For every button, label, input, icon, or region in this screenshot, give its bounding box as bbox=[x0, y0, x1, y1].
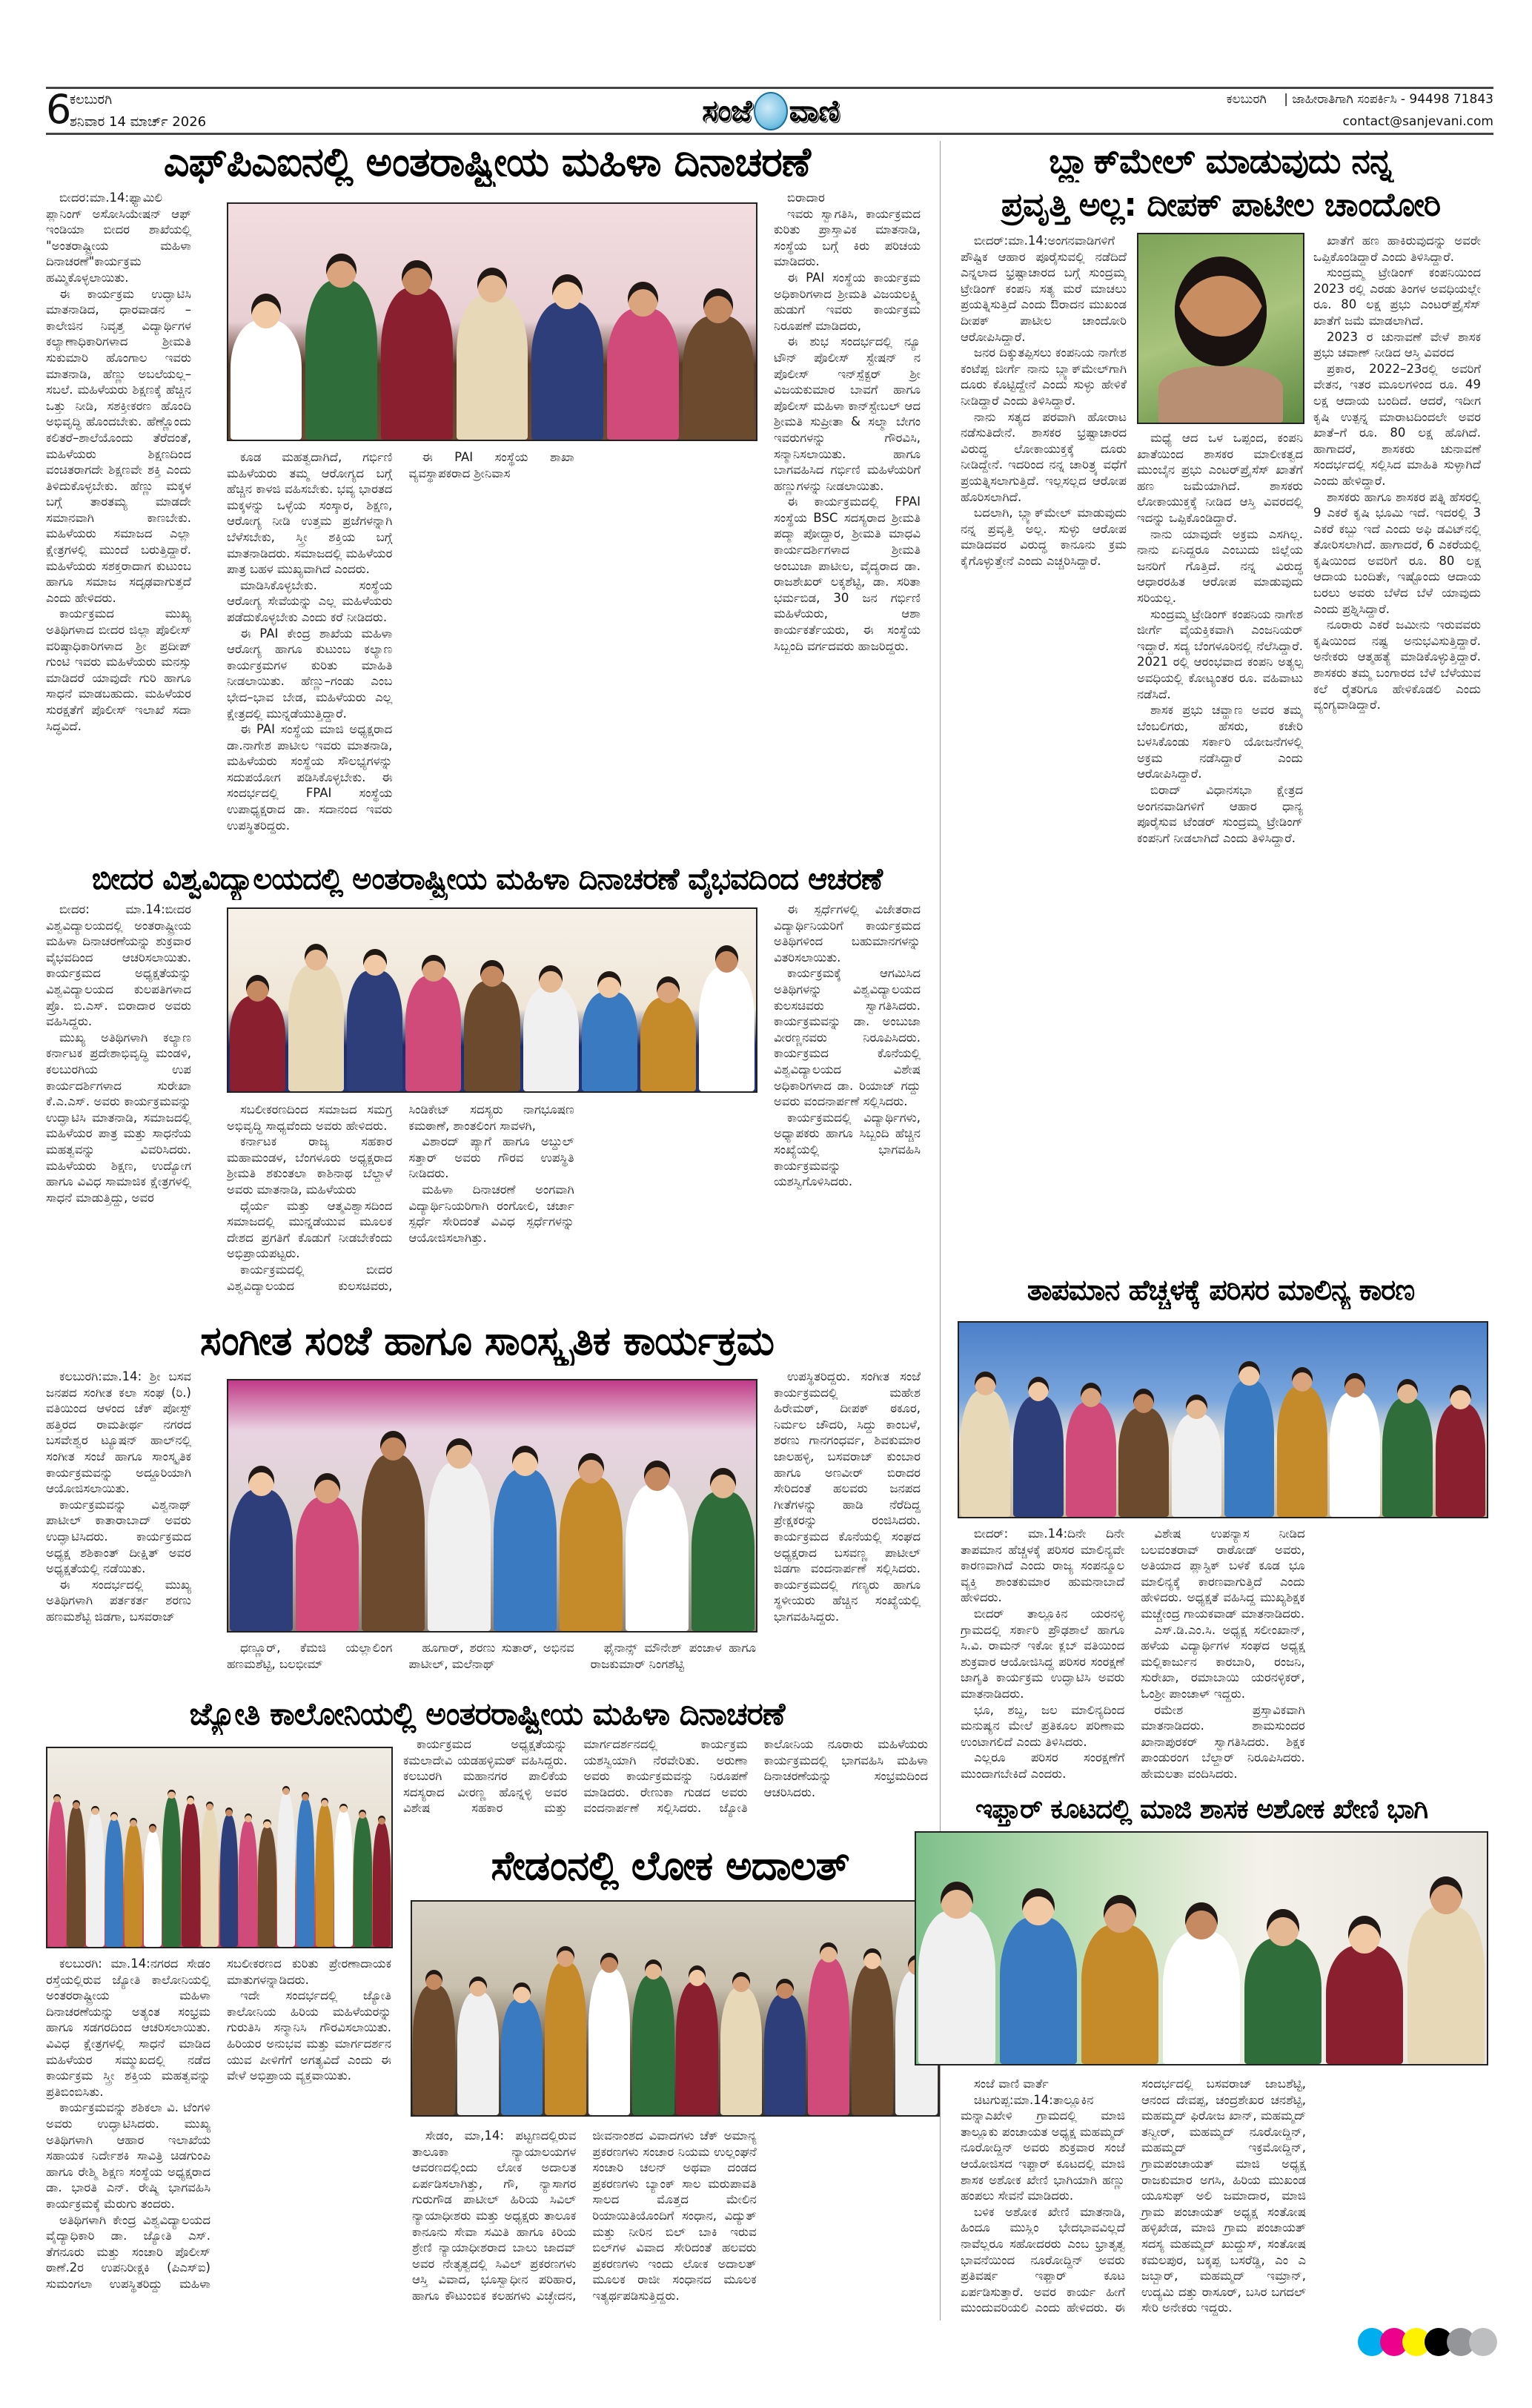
person-figure bbox=[316, 1798, 334, 1947]
paragraph: ಭೂ, ಶಬ್ದ, ಜಲ ಮಾಲಿನ್ಯದಿಂದ ಮನುಷ್ಯನ ಮೇಲೆ ಪ್ರತಿಕೂಲ ಪರಿಣಾಮ ಉಂಟಾಗಲಿದೆ ಎಂದು ತಿಳಿಸಿದರು. bbox=[961, 1702, 1125, 1749]
person-figure bbox=[239, 1813, 256, 1947]
paragraph: ಬೀದರ್:ಮಾ.14:ಅಂಗನವಾಡಿಗಳಿಗೆ ಪೌಷ್ಟಿಕ ಆಹಾರ ಪೂರೈಸುವಲ್ಲಿ ನಡೆದಿದೆ ಎನ್ನಲಾದ ಭ್ರಷ್ಟಾಚಾರದ ಬಗ್ಗೆ ಸುಂದ್ರಮ್ಮ ಟ್ರೇಡಿಂಗ್ ಕಂಪನಿ ಸತ್ಯ ಮರೆ ಮಾಚಲು ಪ್ರಯತ್ನಿಸುತ್ತಿದೆ ಎಂದು ಔರಾದನ ಮುಖಂಡ ದೀಪಕ್ ಪಾಟೀಲ ಚಾಂದೋರಿ ಆರೋಪಿಸಿದ್ದಾರೆ. bbox=[961, 234, 1127, 344]
headline-temperature: ತಾಪಮಾನ ಹೆಚ್ಚಳಕ್ಕೆ ಪರಿಸರ ಮಾಲಿನ್ಯ ಕಾರಣ bbox=[1027, 1274, 1415, 1306]
person-figure bbox=[1407, 1876, 1485, 2064]
fpai-event-photo bbox=[227, 202, 757, 441]
paragraph: ಬದಲಾಗಿ, ಬ್ಲ್ಯಾಕ್‌ಮೇಲ್ ಮಾಡುವುದು ನನ್ನ ಪ್ರವೃತ್ತಿ ಅಲ್ಲ. ಸುಳ್ಳು ಆರೋಪ ಮಾಡಿದವರ ವಿರುದ್ಧ ಕಾನೂನು ಕ್ರಮ ಕೈಗೊಳ್ಳುತ್ತೇನೆ ಎಂದು ಎಚ್ಚರಿಸಿದ್ದಾರೆ. bbox=[961, 506, 1127, 568]
person-figure bbox=[699, 945, 755, 1091]
person-figure bbox=[588, 1953, 630, 2115]
deepak-body-col1 bbox=[961, 233, 1127, 1263]
person-figure bbox=[560, 1453, 623, 1631]
person-figure bbox=[405, 955, 461, 1092]
paragraph: ಈ PAI ಸಂಸ್ಥೆಯ ಕಾರ್ಯಕ್ರಮ ಅಧಿಕಾರಿಗಳಾದ ಶ್ರೀಮತಿ ವಿಜಯಲಕ್ಷ್ಮಿ ಹುಡುಗೆ ಇವರು ಕಾರ್ಯಕ್ರಮ ನಿರೂಪಣೆ ಮಾಡಿದರು, bbox=[774, 270, 921, 333]
paragraph: ಬಳಿಕ ಅಶೋಕ ಖೇಣಿ ಮಾತನಾಡಿ, ಹಿಂದೂ ಮುಸ್ಲಿಂ ಭೇದಭಾವವಿಲ್ಲದೆ ನಾವೆಲ್ಲರೂ ಸಹೋದರರು ಎಂಬ ಭ್ರಾತೃತ್ವ ಭಾವನೆಯಿಂದ ನೂರೋದ್ದಿನ್ ಅವರು ಪ್ರತಿವರ್ಷ ಇಫ್ತಾರ್ ಕೂಟ ಏರ್ಪಡಿಸುತ್ತಾರೆ. ಅವರ ಕಾರ್ಯ ಹೀಗೆ ಮುಂದುವರಿಯಲಿ ಎಂದು ಹೇಳಿದರು. ಈ ಸಂದರ್ಭದಲ್ಲಿ ಬಸವರಾಜ್ ಜಾಬಶೆಟ್ಟಿ, ಆನಂದ ದೇವಪ್ಪ, ಚಂದ್ರಶೇಖರ ಚನಶೆಟ್ಟಿ, ಮಹಮ್ಮದ್ ಫಿರೋಜ ಖಾನ್, ಮಹಮ್ಮದ್ ತನ್ವೀರ್, ಮಹಮ್ಮದ್ ನೂರೋದ್ದಿನ್, ಮಹಮ್ಮದ್ ಇಕ್ರಮೋದ್ದಿನ್, ಗ್ರಾಮಪಂಚಾಯತ್ ಮಾಜಿ ಅಧ್ಯಕ್ಷ ರಾಜಕುಮಾರ ಅಗಸಿ, ಹಿರಿಯ ಮುಖಂಡ ಯೂಸುಫ್ ಅಲಿ ಜಮಾದಾರ, ಮಾಜಿ ಗ್ರಾಮ ಪಂಚಾಯತ್ ಅಧ್ಯಕ್ಷ ಸಂತೋಷ ಹಳ್ಳಿಖೇಡ, ಮಾಜಿ ಗ್ರಾಮ ಪಂಚಾಯತ್ ಸದಸ್ಯ ಮಹಮ್ಮದ್ ಖುದ್ದುಸ್, ಸಂತೋಷ ಕಮಲಪುರ, ಬಕ್ಕಪ್ಪ ಬಸರೆಡ್ಡಿ, ಎಂ ಎ ಜಬ್ಬಾರ್, ಮಹಮ್ಮದ್ ಇಮ್ರಾನ್, ಉದ್ಯಮಿ ದತ್ತು ರಾಸೂರ್, ಬಸಿರ ಬಗದಲ್ ಸೇರಿ ಅನೇಕರು ಇದ್ದರು. bbox=[961, 2077, 1306, 2315]
music-event-photo bbox=[227, 1379, 757, 1633]
logo-globe-icon bbox=[754, 92, 788, 130]
fpai-body-left bbox=[46, 190, 191, 847]
paragraph: ಧೈರ್ಯ ಮತ್ತು ಆತ್ಮವಿಶ್ವಾಸದಿಂದ ಸಮಾಜದಲ್ಲಿ ಮುನ್ನಡೆಯುವ ಮೂಲಕ ದೇಶದ ಪ್ರಗತಿಗೆ ಕೊಡುಗೆ ನೀಡಬೇಕೆಂದು ಅಭಿಪ್ರಾಯಪಟ್ಟರು. bbox=[227, 1198, 393, 1261]
paragraph: ಜನರ ದಿಕ್ಕುತಪ್ಪಿಸಲು ಕಂಪನಿಯ ನಾಗೇಶ ಕಂಟೆಪ್ಪ ಜೀರ್ಗೆ ನಾನು ಬ್ಲ್ಯಾಕ್‌ಮೇಲ್‌ಗಾಗಿ ದೂರು ಕೊಟ್ಟಿದ್ದೇನೆ ಎಂದು ಸುಳ್ಳು ಹೇಳಿಕೆ ನೀಡಿದ್ದಾರೆ ಎಂದು ತಿಳಿಸಿದ್ದಾರೆ. bbox=[961, 345, 1127, 408]
person-figure bbox=[162, 1790, 180, 1947]
person-figure bbox=[277, 1786, 295, 1947]
person-figure bbox=[201, 1802, 219, 1947]
masthead-date: ಶನಿವಾರ 14 ಮಾರ್ಚ್ 2026 bbox=[70, 114, 207, 130]
person-figure bbox=[413, 1970, 454, 2115]
masthead-right-contact bbox=[1227, 92, 1493, 107]
paragraph: ಅತಿಥಿಗಳಾಗಿ ಕೇಂದ್ರ ವಿಶ್ವವಿದ್ಯಾಲಯದ ವೈದ್ಯಾಧಿಕಾರಿ ಡಾ. ಜ್ಯೋತಿ ಎಸ್. ತೆಗನೂರು ಮತ್ತು ಸಂಚಾರಿ ಪೊಲೀಸ್ ಠಾಣೆ.2ರ ಉಪನಿರೀಕ್ಷಕಿ (ಪಿಎಸ್‌ಐ) ಸುಮಂಗಲಾ ಉಪಸ್ಥಿತರಿದ್ದು ಮಹಿಳಾ ಸಬಲೀಕರಣದ ಕುರಿತು ಪ್ರೇರಣಾದಾಯಕ ಮಾತುಗಳನ್ನಾಡಿದರು. bbox=[46, 1956, 391, 2291]
headline-music: ಸಂಗೀತ ಸಂಜೆ ಹಾಗೂ ಸಾಂಸ್ಕೃತಿಕ ಕಾರ್ಯಕ್ರಮ bbox=[200, 1317, 774, 1364]
person-figure bbox=[494, 1446, 557, 1631]
iftar-body bbox=[961, 2076, 1487, 2319]
headline-deepak-line2: ಪ್ರವೃತ್ತಿ ಅಲ್ಲ: ದೀಪಕ್ ಪಾಟೀಲ ಚಾಂದೋರಿ bbox=[1001, 186, 1441, 224]
paragraph: ವಿಶೇಷ ಉಪನ್ಯಾಸ ನೀಡಿದ ಬಲವಂತರಾವ್ ರಾಠೋಡ್ ಅವರು, ಅತಿಯಾದ ಪ್ಲಾಸ್ಟಿಕ್ ಬಳಕೆ ಕೂಡ ಭೂ ಮಾಲಿನ್ಯಕ್ಕೆ ಕಾರಣವಾಗುತ್ತಿದೆ ಎಂದು ಹೇಳಿದರು. ಅಧ್ಯಕ್ಷತೆ ವಹಿಸಿದ್ದ ಮುಖ್ಯಶಿಕ್ಷಕ ಮಚ್ಚೇಂದ್ರ ಗಾಯಕವಾಡ್ ಮಾತನಾಡಿದರು. bbox=[1141, 1526, 1305, 1621]
paragraph: 2023 ರ ಚುನಾವಣೆ ವೇಳೆ ಶಾಸಕ ಪ್ರಭು ಚವಾಣ್ ನೀಡಿದ ಆಸ್ತಿ ವಿವರದ bbox=[1313, 329, 1481, 360]
person-figure bbox=[720, 1972, 762, 2115]
paragraph: ಕಲಬುರಗಿ:ಮಾ.14: ಶ್ರೀ ಬಸವ ಜನಪದ ಸಂಗೀತ ಕಲಾ ಸಂಘ (ರಿ.) ವತಿಯಿಂದ ಆಳಂದ ಚೆಕ್ ಪೋಸ್ಟ್ ಹತ್ತಿರದ ರಾಮತೀರ್ಥ ನಗರದ ಬಸವೇಶ್ವರ ಟ್ಯೂಷನ್ ಹಾಲ್‌ನಲ್ಲಿ ಸಂಗೀತ ಸಂಜೆ ಹಾಗೂ ಸಾಂಸ್ಕೃತಿಕ ಕಾರ್ಯಕ್ರಮವನ್ನು ಅದ್ದೂರಿಯಾಗಿ ಆಯೋಜಿಸಲಾಯಿತು. bbox=[46, 1369, 191, 1496]
fpai-body-right bbox=[774, 190, 921, 847]
paragraph: ಪ್ರಕಾರ, 2022–23ರಲ್ಲಿ ಅವರಿಗೆ ವೇತನ, ಇತರ ಮೂಲಗಳಿಂದ ರೂ. 49 ಲಕ್ಷ ಆದಾಯ ಬಂದಿದೆ. ಆದರೆ, ಇದೀಗ ಕೃಷಿ ಉತ್ಪನ್ನ ಮಾರಾಟದಿಂದಲೇ ಅವರ ಖಾತೆ–ಗೆ ರೂ. 80 ಲಕ್ಷ ಹೊಗಿದೆ. ಹಾಗಾದರೆ, ಶಾಸಕರು ಚುನಾವಣೆ ಸಂದರ್ಭದಲ್ಲಿ ಸಲ್ಲಿಸಿದ ಮಾಹಿತಿ ಸುಳ್ಳಾಗಿದೆ ಎಂದು ಹೇಳಿದ್ದಾರೆ. bbox=[1313, 361, 1481, 488]
paragraph: ಫೈನಾನ್ಸ್ ಮೌನೇಶ್ ಪಂಚಾಳ ಹಾಗೂ ರಾಜಕುಮಾರ್ ನಿಂಗಶೆಟ್ಟಿ bbox=[590, 1641, 756, 1671]
masthead-city: ಕಲಬುರಗಿ bbox=[70, 92, 113, 108]
person-figure bbox=[231, 294, 302, 440]
paragraph: ಮಾಡಿಸಿಕೊಳ್ಳಬೇಕು. ಸಂಸ್ಥೆಯ ಆರೋಗ್ಯ ಸೇವೆಯನ್ನು ಎಲ್ಲ ಮಹಿಳೆಯರು ಪಡೆದುಕೊಳ್ಳಬೇಕು ಎಂದು ಕರೆ ನೀಡಿದರು. bbox=[227, 578, 393, 624]
page-number: 6 bbox=[46, 86, 72, 133]
paragraph: ಕಾರ್ಯಕ್ರಮವನ್ನು ಶಶಿಕಲಾ ವಿ. ಟೆಂಗಳಿ ಅವರು ಉದ್ಘಾಟಿಸಿದರು. ಮುಖ್ಯ ಅತಿಥಿಗಳಾಗಿ ಆಹಾರ ಇಲಾಖೆಯ ಸಹಾಯಕ ನಿರ್ದೇಶಕಿ ಸಾವಿತ್ರಿ ಚಿಡಗುಂಪಿ ಹಾಗೂ ರೇಶ್ಮಿ ಶಿಕ್ಷಣ ಸಂಸ್ಥೆಯ ಅಧ್ಯಕ್ಷರಾದ ಡಾ. ಭಾರತಿ ಎನ್. ರೇಷ್ಮಿ ಭಾಗವಹಿಸಿ ಕಾರ್ಯಕ್ರಮಕ್ಕೆ ಮೆರುಗು ತಂದರು. bbox=[46, 2100, 210, 2211]
person-figure bbox=[305, 254, 377, 440]
person-figure bbox=[347, 949, 402, 1091]
person-figure bbox=[334, 1804, 352, 1947]
paragraph: ಬೀದರ:ಮಾ.14:ಫ್ಯಾಮಿಲಿ ಪ್ಲಾನಿಂಗ್ ಅಸೋಸಿಯೇಷನ್ ಆಫ್ ಇಂಡಿಯಾ ಬೀದರ ಶಾಖೆಯಲ್ಲಿ "ಅಂತರಾಷ್ಟ್ರೀಯ ಮಹಿಳಾ ದಿನಾಚರಣೆ"ಕಾರ್ಯಕ್ರಮ ಹಮ್ಮಿಕೊಳ್ಳಲಾಯಿತು. bbox=[46, 191, 191, 285]
person-figure bbox=[288, 944, 344, 1091]
paragraph: ಈ ಕಾರ್ಯಕ್ರಮ ಉದ್ಘಾಟಿಸಿ ಮಾತನಾಡಿದ, ಧಾರವಾಡನ – ಕಾಲೇಜಿನ ನಿವೃತ್ತ ವಿದ್ಯಾರ್ಥಿಗಳ ಕಲ್ಯಾಣಾಧಿಕಾರಿಗಳಾದ ಶ್ರೀಮತಿ ಸುಕುಮಾರಿ ಹೊಂಗಾಲ ಇವರು ಮಾತನಾಡಿ, ಹೆಣ್ಣು ಅಬಲೆಯಲ್ಲ– ಸಬಲೆ. ಮಹಿಳೆಯರು ಶಿಕ್ಷಣಕ್ಕೆ ಹೆಚ್ಚಿನ ಒತ್ತು ನೀಡಿ, ಸಶಕ್ತೀಕರಣ ಹೊಂದಿ ಅಭಿವೃದ್ಧಿ ಹೊಂದಬೇಕು. ಹೆಣ್ಣೊಂದು ಕಲಿತರೆ–ಶಾಲೆಯೊಂದು ತೆರೆದಂತೆ, ಮಹಿಳೆಯರು ಶಿಕ್ಷಣದಿಂದ ವಂಚಿತರಾಗದೇ ಶಿಕ್ಷಣವೇ ಶಕ್ತಿ ಎಂದು ತಿಳಿದುಕೊಳ್ಳಬೇಕು. ಹೆಣ್ಣು ಮಕ್ಕಳ ಬಗ್ಗೆ ತಾರತಮ್ಯ ಮಾಡದೇ ಸಮಾನವಾಗಿ ಕಾಣಬೇಕು. ಮಹಿಳೆಯರು ಸಮಾಜದ ಎಲ್ಲಾ ಕ್ಷೇತ್ರಗಳಲ್ಲಿ ಮುಂದೆ ಬರುತ್ತಿದ್ದಾರೆ. ಮಹಿಳೆಯರು ಸಶಕ್ತರಾದಾಗ ಕುಟುಂಬ ಹಾಗೂ ಸಮಾಜ ಸದೃಢವಾಗುತ್ತದೆ ಎಂದು ಹೇಳಿದರು. bbox=[46, 286, 191, 605]
person-figure bbox=[457, 1977, 499, 2115]
paragraph: ಮುಖ್ಯ ಅತಿಥಿಗಳಾಗಿ ಕಲ್ಯಾಣ ಕರ್ನಾಟಕ ಪ್ರದೇಶಾಭಿವೃದ್ಧಿ ಮಂಡಳಿ, ಕಲಬುರಗಿಯ ಉಪ ಕಾರ್ಯದರ್ಶಿಗಳಾದ ಸುರೇಖಾ ಕೆ.ಎ.ಎಸ್. ಅವರು ಕಾರ್ಯಕ್ರಮವನ್ನು ಉದ್ಘಾಟಿಸಿ ಮಾತನಾಡಿ, ಸಮಾಜದಲ್ಲಿ ಮಹಿಳೆಯರ ಪಾತ್ರ ಮತ್ತು ಸಾಧನೆಯ ಮಹತ್ವವನ್ನು ವಿವರಿಸಿದರು. ಮಹಿಳೆಯರು ಶಿಕ್ಷಣ, ಉದ್ಯೋಗ ಹಾಗೂ ವಿವಿಧ ಸಾಮಾಜಿಕ ಕ್ಷೇತ್ರಗಳಲ್ಲಿ ಸಾಧನೆ ಮಾಡುತ್ತಿದ್ದು, ಅವರ bbox=[46, 1030, 191, 1205]
person-figure bbox=[67, 1800, 84, 1947]
paragraph: ನೂರಾರು ಎಕರೆ ಜಮೀನು ಇರುವವರು ಕೃಷಿಯಿಂದ ನಷ್ಟ ಅನುಭವಿಸುತ್ತಿದ್ದಾರೆ. ಅನೇಕರು ಆತ್ಮಹತ್ಯೆ ಮಾಡಿಕೊಳ್ಳುತ್ತಿದ್ದಾರೆ. ಶಾಸಕರು ತಮ್ಮ ಬಂಗಾರದ ಬೆಳೆ ಬೆಳೆಯುವ ಕಲೆ ರೈತರಿಗೂ ಹೇಳಿಕೊಡಲಿ ಎಂದು ವ್ಯಂಗ್ಯವಾಡಿದ್ದಾರೆ. bbox=[1313, 618, 1481, 712]
paragraph: ಬೀದರ್: ಮಾ.14:ದಿನೇ ದಿನೇ ತಾಪಮಾನ ಹೆಚ್ಚಳಕ್ಕೆ ಪರಿಸರ ಮಾಲಿನ್ಯವೇ ಕಾರಣವಾಗಿದೆ ಎಂದು ರಾಜ್ಯ ಸಂಪನ್ಮೂಲ ವ್ಯಕ್ತಿ ಶಾಂತಕುಮಾರ ಹುಮನಾಬಾದೆ ಹೇಳಿದರು. bbox=[961, 1526, 1125, 1605]
paragraph: ಕಲಬುರಗಿ: ಮಾ.14:ನಗರದ ಸೇಡಂ ರಸ್ತೆಯಲ್ಲಿರುವ ಜ್ಯೋತಿ ಕಾಲೋನಿಯಲ್ಲಿ ಅಂತರರಾಷ್ಟ್ರೀಯ ಮಹಿಳಾ ದಿನಾಚರಣೆಯನ್ನು ಅತ್ಯಂತ ಸಂಭ್ರಮ ಹಾಗೂ ಸಡಗರದಿಂದ ಆಚರಿಸಲಾಯಿತು. ವಿವಿಧ ಕ್ಷೇತ್ರಗಳಲ್ಲಿ ಸಾಧನೆ ಮಾಡಿದ ಮಹಿಳೆಯರ ಸಮ್ಮುಖದಲ್ಲಿ ನಡೆದ ಕಾರ್ಯಕ್ರಮ ಸ್ತ್ರೀ ಶಕ್ತಿಯ ಮಹತ್ವವನ್ನು ಪ್ರತಿಬಿಂಬಿಸಿತು. bbox=[46, 1956, 210, 2099]
person-figure bbox=[1000, 1888, 1078, 2064]
paragraph: ಎಸ್.ಡಿ.ಎಂ.ಸಿ. ಅಧ್ಯಕ್ಷ ಸಲೀಂಖಾನ್, ಹಳೆಯ ವಿದ್ಯಾರ್ಥಿಗಳ ಸಂಘದ ಅಧ್ಯಕ್ಷ ಮಲ್ಲಿಕಾರ್ಜುನ ಕಾರಬಾರಿ, ರಂಜನಿ, ಸುರೇಖಾ, ರಮಾಬಾಯಿ ಯರನಳ್ಳಿಕರ್, ಓಂಶ್ರೀ ಪಾಂಚಾಳ್ ಇದ್ದರು. bbox=[1141, 1622, 1305, 1701]
fpai-body-below-photo bbox=[227, 449, 756, 847]
person-figure bbox=[86, 1806, 104, 1947]
paragraph: ಬೀದರ್ ತಾಲ್ಲೂಕಿನ ಯರನಳ್ಳಿ ಗ್ರಾಮದಲ್ಲಿ ಸರ್ಕಾರಿ ಪ್ರೌಢಶಾಲೆ ಹಾಗೂ ಸಿ.ವಿ. ರಾಮನ್ ಇಕೋ ಕ್ಲಬ್ ವತಿಯಿಂದ ಶುಕ್ರವಾರ ಆಯೋಜಿಸಿದ್ದ ಪರಿಸರ ಸಂರಕ್ಷಣೆ ಜಾಗೃತಿ ಕಾರ್ಯಕ್ರಮ ಉದ್ಘಾಟಿಸಿ ಅವರು ಮಾತನಾಡಿದರು. bbox=[961, 1606, 1125, 1701]
person-figure bbox=[125, 1818, 142, 1947]
paragraph: ರಮೇಶ ಪ್ರಸ್ತಾವಿಕವಾಗಿ ಮಾತನಾಡಿದರು. ಶಾಮಸುಂದರ ಖಾನಾಪುರಕರ್ ಸ್ವಾಗತಿಸಿದರು. ಶಿಕ್ಷಕ ಪಾಂಡುರಂಗ ಬೆಲ್ದಾರ್ ನಿರೂಪಿಸಿದರು. ಹೇಮಲತಾ ವಂದಿಸಿದರು. bbox=[1141, 1702, 1305, 1781]
paragraph: ಸೇಡಂ, ಮಾ,14: ಪಟ್ಟಣದಲ್ಲಿರುವ ತಾಲೂಕಾ ನ್ಯಾಯಾಲಯಗಳ ಆವರಣದಲ್ಲಿಂದು ಲೋಕ ಅದಾಲತ ಏರ್ಪಡಿಸಲಾಗಿತ್ತು, ಗೌ, ನ್ಯಾಸಾಗರ ಗುರುಗೌಡ ಪಾಟೀಲ್ ಹಿರಿಯ ಸಿವಿಲ್ ನ್ಯಾಯಾಧೀಶರು ಮತ್ತು ಅಧ್ಯಕ್ಷರು ತಾಲೂಕ ಕಾನೂನು ಸೇವಾ ಸಮಿತಿ ಹಾಗೂ ಕಿರಿಯ ಶ್ರೇಣಿ ನ್ಯಾಯಾಧೀಶರಾದ ಬಾಲು ಜಾದವ್ ಅವರ ನೇತೃತ್ವದಲ್ಲಿ ಸಿವಿಲ್ ಪ್ರಕರಣಗಳು ಆಸ್ತಿ ವಿವಾದ, ಭೂಸ್ವಾಧೀನ ಪರಿಹಾರ, ಹಾಗೂ ಕೌಟುಂಬಿಕ ಕಲಹಗಳು ವಿಚ್ಛೇದನ, ಜೀವನಾಂಶದ ವಿವಾದಗಳು ಚೆಕ್ ಅಮಾನ್ಯ ಪ್ರಕರಣಗಳು ಸಂಚಾರ ನಿಯಮ ಉಲ್ಲಂಘನೆ ಸಂಚಾರಿ ಚಲನ್ ಅಥವಾ ದಂಡದ ಪ್ರಕರಣಗಳು ಬ್ಯಾಂಕ್ ಸಾಲ ಮರುಪಾವತಿ ಸಾಲದ ಮೊತ್ತದ ಮೇಲಿನ ರಿಯಾಯಿತಿಯೊಂದಿಗೆ ಸಂಧಾನ, ವಿದ್ಯುತ್ ಮತ್ತು ನೀರಿನ ಬಿಲ್ ಬಾಕಿ ಇರುವ ಬಿಲ್‌ಗಳ ವಿವಾದ ಸೇರಿದಂತೆ ಹಲವರು ಪ್ರಕರಣಗಳು ಇಂದು ಲೋಕ ಅದಾಲತ್ ಮೂಲಕ ರಾಜೀ ಸಂಧಾನದ ಮೂಲಕ ಇತ್ಯರ್ಥಪಡಿಸುತ್ತಿದ್ದರು. bbox=[412, 2128, 757, 2303]
paragraph: ವಿಶಾರದ್ ಪ್ಯಾಗೆ ಹಾಗೂ ಅಬ್ದುಲ್ ಸತ್ತಾರ್ ಅವರು ಗೌರವ ಉಪಸ್ಥಿತಿ ನೀಡಿದರು. bbox=[408, 1134, 574, 1181]
iftar-event-photo bbox=[915, 1831, 1488, 2065]
deepak-body-col3 bbox=[1313, 233, 1481, 1263]
person-figure bbox=[632, 1959, 674, 2115]
paragraph: ಕಾರ್ಯಕ್ರಮದ ಮುಖ್ಯ ಅತಿಥಿಗಳಾದ ಬೀದರ ಜಿಲ್ಲಾ ಪೊಲೀಸ್ ವರಿಷ್ಠಾಧಿಕಾರಿಗಳಾದ ಶ್ರೀ ಪ್ರದೀಪ್ ಗುಂಟಿ ಇವರು ಮಹಿಳೆಯರು ಮನಸ್ಸು ಮಾಡಿದರೆ ಯಾವುದೇ ಗುರಿ ಹಾಗೂ ಸಾಧನೆ ಮಾಡಬಹುದು. ಮಹಿಳೆಯರ ಸುರಕ್ಷತೆಗೆ ಪೊಲೀಸ್ ಇಲಾಖೆ ಸದಾ ಸಿದ್ಧವಿದೆ. bbox=[46, 606, 191, 733]
paragraph: ಹೂಗಾರ್, ಶರಣು ಸುತಾರ್, ಅಭಿನವ ಪಾಟೀಲ್, ಮಲೆನಾಥ್ bbox=[408, 1641, 574, 1671]
paragraph: ಕಾರ್ಯಕ್ರಮಕ್ಕೆ ಆಗಮಿಸಿದ ಅತಿಥಿಗಳನ್ನು ವಿಶ್ವವಿದ್ಯಾಲಯದ ಕುಲಸಚಿವರು ಸ್ವಾಗತಿಸಿದರು. ಕಾರ್ಯಕ್ರಮವನ್ನು ಡಾ. ಅಂಬುಜಾ ವೀರಣ್ಣನವರು ನಿರೂಪಿಸಿದರು. ಕಾರ್ಯಕ್ರಮದ ಕೊನೆಯಲ್ಲಿ ವಿಶ್ವವಿದ್ಯಾಲಯದ ವಿಶೇಷ ಅಧಿಕಾರಿಗಳಾದ ಡಾ. ರಿಯಾಜ್ ಗದ್ದು ಅವರು ವಂದನಾರ್ಪಣೆ ಸಲ್ಲಿಸಿದರು. bbox=[774, 966, 921, 1109]
paragraph: ಕಾರ್ಯಕ್ರಮದಲ್ಲಿ ವಿದ್ಯಾರ್ಥಿಗಳು, ಅಧ್ಯಾಪಕರು ಹಾಗೂ ಸಿಬ್ಬಂದಿ ಹೆಚ್ಚಿನ ಸಂಖ್ಯೆಯಲ್ಲಿ ಭಾಗವಹಿಸಿ ಕಾರ್ಯಕ್ರಮವನ್ನು ಯಶಸ್ವಿಗೊಳಿಸಿದರು. bbox=[774, 1110, 921, 1189]
registration-dot-light-gray bbox=[1469, 2328, 1497, 2356]
paragraph: ಈ PAI ಸಂಸ್ಥೆಯ ಶಾಖಾ ವ್ಯವಸ್ಥಾಪಕರಾದ ಶ್ರೀನಿವಾಸ bbox=[408, 450, 574, 480]
jyoti-body-upper bbox=[403, 1736, 928, 1825]
person-figure bbox=[354, 1810, 371, 1947]
person-figure bbox=[1172, 1395, 1222, 1517]
person-figure bbox=[1081, 1895, 1159, 2064]
university-body-below-photo bbox=[227, 1102, 756, 1311]
person-figure bbox=[48, 1794, 66, 1947]
paragraph: ಉಪಸ್ಥಿತರಿದ್ದರು. ಸಂಗೀತ ಸಂಜೆ ಕಾರ್ಯಕ್ರಮದಲ್ಲಿ ಮಹೇಶ ಹಿರೇಮಠ್, ದೀಪಕ್ ಠಕೂರ, ನಿರ್ಮಲ ಚೌದರಿ, ಸಿದ್ದು ಕಾಂಬಳೆ, ಶರಣು ಗಾನಗಂಧರ್ವ, ಶಿವಕುಮಾರ ಜಾಲಹಳ್ಳಿ, ಬಸವರಾಜ್ ಕುಂಬಾರ ಹಾಗೂ ಅಣವೀರ್ ಬಿರಾದರ ಸೇರಿದಂತೆ ಹಲವರು ಜನಪದ ಗೀತೆಗಳನ್ನು ಹಾಡಿ ನೆರೆದಿದ್ದ ಪ್ರೇಕ್ಷಕರನ್ನು ರಂಜಿಸಿದರು. ಕಾರ್ಯಕ್ರಮದ ಕೊನೆಯಲ್ಲಿ ಸಂಘದ ಅಧ್ಯಕ್ಷರಾದ ಬಸವಣ್ಣ ಪಾಟೀಲ್ ಜಿಡಗಾ ವಂದನಾರ್ಪಣೆ ಸಲ್ಲಿಸಿದರು. ಕಾರ್ಯಕ್ರಮದಲ್ಲಿ ಗಣ್ಯರು ಹಾಗೂ ಸ್ಥಳೀಯರು ಹೆಚ್ಚಿನ ಸಂಖ್ಯೆಯಲ್ಲಿ ಭಾಗವಹಿಸಿದ್ದರು. bbox=[774, 1369, 921, 1624]
paragraph: ಎಲ್ಲರೂ ಪರಿಸರ ಸಂರಕ್ಷಣೆಗೆ ಮುಂದಾಗಬೇಕಿದೆ ಎಂದರು. bbox=[961, 1750, 1125, 1781]
person-figure bbox=[961, 1372, 1011, 1518]
deepak-patil-portrait bbox=[1137, 233, 1304, 424]
paragraph: ಶಾಸಕ ಪ್ರಭು ಚವ್ಹಾಣ ಅವರ ತಮ್ಮ ಬೆಂಬಲಿಗರು, ಹೆಸರು, ಕಚೇರಿ ಬಳಸಿಕೊಂಡು ಸರ್ಕಾರಿ ಯೋಜನೆಗಳಲ್ಲಿ ಅಕ್ರಮ ನಡೆಸಿದ್ದಾರೆ ಎಂದು ಆರೋಪಿಸಿದ್ದಾರೆ. bbox=[1137, 703, 1303, 781]
sedam-court-photo bbox=[411, 1900, 940, 2117]
paragraph: ಮಹಿಳಾ ದಿನಾಚರಣೆ ಅಂಗವಾಗಿ ವಿದ್ಯಾರ್ಥಿನಿಯರಿಗಾಗಿ ರಂಗೋಲಿ, ಚರ್ಚಾ ಸ್ಪರ್ಧೆ ಸೇರಿದಂತೆ ವಿವಿಧ ಸ್ಪರ್ಧೆಗಳನ್ನು ಆಯೋಜಿಸಲಾಗಿತ್ತು. bbox=[408, 1182, 574, 1245]
person-figure bbox=[852, 1948, 893, 2115]
paragraph: ಧಣ್ಣೂರ್, ಕೆಮಜಿ ಯಲ್ಲಾಲಿಂಗ ಹಣಮಶೆಟ್ಟಿ, ಬಲಭೀಮ್ bbox=[227, 1641, 393, 1671]
person-figure bbox=[808, 1942, 849, 2115]
paragraph: ನಾನು ಸತ್ಯದ ಪರವಾಗಿ ಹೋರಾಟ ನಡೆಸುತಿದೇನೆ. ಶಾಸಕರ ಭ್ರಷ್ಟಾಚಾರದ ವಿರುದ್ಧ ಲೋಕಾಯುಕ್ತಕ್ಕೆ ದೂರು ನೀಡಿದ್ದೇನೆ. ಇದರಿಂದ ನನ್ನ ಚಾರಿತ್ರ್ಯ ವಧೆಗೆ ಪ್ರಯತ್ನಿಸಲಾಗುತ್ತಿದೆ. ಇಲ್ಲಸಲ್ಲದ ಆರೋಪ ಹೊರಿಸಲಾಗಿದೆ. bbox=[961, 409, 1127, 504]
person-figure bbox=[1138, 234, 1303, 423]
paragraph: ಬಿರಾದಾರ bbox=[787, 191, 825, 205]
person-figure bbox=[258, 1819, 276, 1947]
paragraph: ಈ ಸ್ಪರ್ಧೆಗಳಲ್ಲಿ ವಿಜೇತರಾದ ವಿದ್ಯಾರ್ಥಿನಿಯರಿಗೆ ಕಾರ್ಯಕ್ರಮದ ಅತಿಥಿಗಳಿಂದ ಬಹುಮಾನಗಳನ್ನು ವಿತರಿಸಲಾಯಿತು. bbox=[774, 902, 921, 965]
person-figure bbox=[676, 1965, 717, 2115]
person-figure bbox=[1330, 1373, 1380, 1517]
paragraph: ಶಾಸಕರು ಹಾಗೂ ಶಾಸಕರ ಪತ್ನಿ ಹೆಸರಲ್ಲಿ 9 ಎಕರೆ ಕೃಷಿ ಭೂಮಿ ಇದೆ. ಇದರಲ್ಲಿ 3 ಎಕರೆ ಕಬ್ಬು ಇದೆ ಎಂದು ಅಫಿ ಡವಿಟ್‌ನಲ್ಲಿ ತೋರಿಸಲಾಗಿದೆ. ಹಾಗಾದರೆ, 6 ಎಕರೆಯಲ್ಲಿ ಕೃಷಿಯಿಂದ ಅವರಿಗೆ ರೂ. 80 ಲಕ್ಷ ಆದಾಯ ಬಂದಿತೇ, ಇಷ್ಟೊಂದು ಆದಾಯ ಬರಲು ಅವರು ಬೆಳೆದ ಬೆಳೆ ಯಾವುದು ಎಂದು ಪ್ರಶ್ನಿಸಿದ್ದಾರೆ. bbox=[1313, 489, 1481, 616]
person-figure bbox=[464, 960, 520, 1091]
person-figure bbox=[457, 268, 528, 440]
person-figure bbox=[1224, 1361, 1275, 1517]
university-body-right bbox=[774, 902, 921, 1311]
person-figure bbox=[230, 1466, 293, 1631]
person-figure bbox=[1244, 1909, 1322, 2064]
headline-sedam: ಸೇಡಂನಲ್ಲಿ ಲೋಕ ಅದಾಲತ್ bbox=[491, 1842, 849, 1889]
paragraph: ಈ PAI ಕೇಂದ್ರ ಶಾಖೆಯ ಮಹಿಳಾ ಆರೋಗ್ಯ ಹಾಗೂ ಕುಟುಂಬ ಕಲ್ಯಾಣ ಕಾರ್ಯಕ್ರಮಗಳ ಕುರಿತು ಮಾಹಿತಿ ನೀಡಲಾಯಿತು. ಹೆಣ್ಣು–ಗಂಡು ಎಂಬ ಭೇದ–ಭಾವ ಬೇಡ, ಮಹಿಳೆಯರು ಎಲ್ಲ ಕ್ಷೇತ್ರದಲ್ಲಿ ಮುನ್ನಡೆಯುತ್ತಿದ್ದಾರೆ. bbox=[227, 626, 393, 721]
university-event-photo bbox=[227, 907, 757, 1093]
logo-text-left: ಸಂಜೆ bbox=[702, 94, 752, 128]
person-figure bbox=[640, 976, 696, 1091]
university-body-left bbox=[46, 902, 191, 1311]
paragraph: ಕಾರ್ಯಕ್ರಮದ ಅಧ್ಯಕ್ಷತೆಯನ್ನು ಕಮಲಾದೇವಿ ಯಡಹಳ್ಳಿಮಠ್ ವಹಿಸಿದ್ದರು. ಕಲಬುರಗಿ ಮಹಾನಗರ ಪಾಲಿಕೆಯ ಸದಸ್ಯರಾದ ವೀರಣ್ಣ ಹೊನ್ನಳ್ಳಿ ಅವರ ವಿಶೇಷ ಸಹಕಾರ ಮತ್ತು ಮಾರ್ಗದರ್ಶನದಲ್ಲಿ ಕಾರ್ಯಕ್ರಮ ಯಶಸ್ವಿಯಾಗಿ ನೆರವೇರಿತು. ಅರುಣಾ ಅವರು ಕಾರ್ಯಕ್ರಮವನ್ನು ನಿರೂಪಣೆ ಮಾಡಿದರು. ರೇಣುಕಾ ಗುಡದ ಅವರು ವಂದನಾರ್ಪಣೆ ಸಲ್ಲಿಸಿದರು. ಜ್ಯೋತಿ ಕಾಲೋನಿಯ ನೂರಾರು ಮಹಿಳೆಯರು ಕಾರ್ಯಕ್ರಮದಲ್ಲಿ ಭಾಗವಹಿಸಿ ಮಹಿಳಾ ದಿನಾಚರಣೆಯನ್ನು ಸಂಭ್ರಮದಿಂದ ಆಚರಿಸಿದರು. bbox=[403, 1737, 928, 1816]
jyoti-body-lower bbox=[46, 1956, 391, 2319]
person-figure bbox=[105, 1812, 123, 1947]
person-figure bbox=[501, 1982, 543, 2115]
person-figure bbox=[1277, 1367, 1327, 1517]
person-figure bbox=[582, 971, 637, 1091]
person-figure bbox=[362, 1431, 425, 1631]
paragraph: ಈ PAI ಸಂಸ್ಥೆಯ ಮಾಜಿ ಅಧ್ಯಕ್ಷರಾದ ಡಾ.ನಾಗೇಶ ಪಾಟೀಲ ಇವರು ಮಾತನಾಡಿ, ಮಹಿಳೆಯರು ಸಂಸ್ಥೆಯ ಸೌಲಭ್ಯಗಳನ್ನು ಸದುಪಯೋಗ ಪಡಿಸಿಕೊಳ್ಳಬೇಕು. ಈ ಸಂದರ್ಭದಲ್ಲಿ FPAI ಸಂಸ್ಥೆಯ ಉಪಾಧ್ಯಕ್ಷರಾದ ಡಾ. ಸದಾನಂದ ಇವರು ಉಪಸ್ಥಿತರಿದ್ದರು. bbox=[227, 722, 393, 833]
person-figure bbox=[1436, 1385, 1486, 1517]
paragraph: ಕಾರ್ಯಕ್ರಮವನ್ನು ವಿಶ್ವನಾಥ್ ಪಾಟೀಲ್ ಕಾತಾರಾಬಾದ್ ಅವರು ಉದ್ಘಾಟಿಸಿದರು. ಕಾರ್ಯಕ್ರಮದ ಅಧ್ಯಕ್ಷ ಶಶಿಕಾಂತ್ ದೀಕ್ಷಿತ್ ಅವರ ಅಧ್ಯಕ್ಷತೆಯಲ್ಲಿ ನಡೆಯಿತು. bbox=[46, 1497, 191, 1576]
paragraph: ಕರ್ನಾಟಕ ರಾಜ್ಯ ಸಹಕಾರ ಮಹಾಮಂಡಳ, ಬೆಂಗಳೂರು ಅಧ್ಯಕ್ಷರಾದ ಶ್ರೀಮತಿ ಶಕುಂತಲಾ ಕಾಶಿನಾಥ ಬೆಲ್ದಾಳೆ ಅವರು ಮಾತನಾಡಿ, ಮಹಿಳೆಯರು bbox=[227, 1134, 393, 1197]
ad-contact: | ಜಾಹೀರಾತಿಗಾಗಿ ಸಂಪರ್ಕಿಸಿ - 94498 71843 bbox=[1284, 92, 1493, 107]
masthead-right-city: ಕಲಬುರಗಿ bbox=[1226, 92, 1267, 107]
person-figure bbox=[918, 1882, 996, 2064]
person-figure bbox=[1326, 1916, 1404, 2064]
person-figure bbox=[683, 288, 755, 440]
paragraph: ಇವರು ಸ್ವಾಗತಿಸಿ, ಕಾರ್ಯಕ್ರಮದ ಕುರಿತು ಪ್ರಾಸ್ತಾವಿಕ ಮಾತನಾಡಿ, ಸಂಸ್ಥೆಯ ಬಗ್ಗೆ ಕಿರು ಪರಿಚಯ ಮಾಡಿದರು. bbox=[774, 206, 921, 269]
person-figure bbox=[182, 1796, 199, 1947]
sedam-body bbox=[412, 2128, 937, 2319]
person-figure bbox=[692, 1468, 755, 1631]
person-figure bbox=[144, 1824, 162, 1947]
paragraph: ಕಾರ್ಯಕ್ರಮದಲ್ಲಿ ಬೀದರ ವಿಶ್ವವಿದ್ಯಾಲಯದ ಕುಲಸಚಿವರು, ಸಿಂಡಿಕೇಟ್ ಸದಸ್ಯರು ನಾಗಭೂಷಣ ಕಮಠಾಣೆ, ಶಾಂತಲಿಂಗ ಸಾವಳಗಿ, bbox=[227, 1102, 574, 1293]
paragraph: ಈ ಶುಭ ಸಂದರ್ಭದಲ್ಲಿ ನ್ಯೂ ಟೌನ್ ಪೊಲೀಸ್ ಸ್ಟೇಷನ್ ನ ಪೊಲೀಸ್ ಇನ್‌ಸ್ಪೆಕ್ಟರ್ ಶ್ರೀ ವಿಜಯಕುಮಾರ ಬಾವಗೆ ಹಾಗೂ ಪೊಲೀಸ್ ಮಹಿಳಾ ಕಾನ್‌ಸ್ಟೇಬಲ್ ಆದ ಶ್ರೀಮತಿ ಸುಪ್ರೀತಾ & ಸಲ್ಮಾ ಬೇಗಂ ಇವರುಗಳನ್ನು ಗೌರವಿಸಿ, ಸನ್ಮಾನಿಸಲಾಯಿತು. ಹಾಗೂ ಬಾಗವಹಿಸಿದ ಗರ್ಭಿಣಿ ಮಹಿಳೆಯರಿಗೆ ಹಣ್ಣುಗಳನ್ನು ನೀಡಲಾಯಿತು. bbox=[774, 334, 921, 493]
person-figure bbox=[1382, 1379, 1433, 1517]
headline-university: ಬೀದರ ವಿಶ್ವವಿದ್ಯಾಲಯದಲ್ಲಿ ಅಂತರಾಷ್ಟ್ರೀಯ ಮಹಿಳಾ ದಿನಾಚರಣೆ ವೈಭವದಿಂದ ಆಚರಣೆ bbox=[91, 862, 883, 896]
person-figure bbox=[428, 1438, 491, 1631]
paragraph: ಇದೇ ಸಂದರ್ಭದಲ್ಲಿ ಜ್ಯೋತಿ ಕಾಲೋನಿಯ ಹಿರಿಯ ಮಹಿಳೆಯರನ್ನು ಗುರುತಿಸಿ ಸನ್ಮಾನಿಸಿ ಗೌರವಿಸಲಾಯಿತು. ಹಿರಿಯರ ಅನುಭವ ಮತ್ತು ಮಾರ್ಗದರ್ಶನ ಯುವ ಪೀಳಿಗೆಗೆ ಅಗತ್ಯವಿದೆ ಎಂದು ಈ ವೇಳೆ ಅಭಿಪ್ರಾಯ ವ್ಯಕ್ತವಾಯಿತು. bbox=[227, 1988, 391, 2083]
music-body-left bbox=[46, 1369, 191, 1687]
person-figure bbox=[1013, 1377, 1064, 1517]
music-body-right bbox=[774, 1369, 921, 1687]
newspaper-logo bbox=[667, 89, 875, 133]
deepak-body-col2 bbox=[1137, 430, 1303, 1263]
paragraph: ಕೂಡ ಮಹತ್ವದಾಗಿದೆ, ಗರ್ಭಿಣಿ ಮಹಿಳೆಯರು ತಮ್ಮ ಆರೋಗ್ಯದ ಬಗ್ಗೆ ಹೆಚ್ಚಿನ ಕಾಳಜಿ ವಹಿಸಬೇಕು. ಭವ್ಯ ಭಾರತದ ಮಕ್ಕಳನ್ನು ಒಳ್ಳೆಯ ಸಂಸ್ಕಾರ, ಶಿಕ್ಷಣ, ಆರೋಗ್ಯ ನೀಡಿ ಉತ್ತಮ ಪ್ರಜೆಗಳನ್ನಾಗಿ ಬೆಳೆಸಬೇಕು, ಸ್ತ್ರೀ ಶಕ್ತಿಯ ಬಗ್ಗೆ ಮಾತನಾಡಿದರು. ಸಮಾಜದಲ್ಲಿ ಮಹಿಳೆಯರ ಪಾತ್ರ ಬಹಳ ಮುಖ್ಯವಾಗಿದೆ ಎಂದರು. bbox=[227, 450, 393, 577]
paragraph: ಖಾತೆಗೆ ಹಣ ಹಾಕಿರುವುದನ್ನು ಅವರೇ ಒಪ್ಪಿಕೊಂಡಿದ್ದಾರೆ ಎಂದು ತಿಳಿಸಿದ್ದಾರೆ. bbox=[1313, 234, 1481, 264]
headline-jyoti: ಜ್ಯೋತಿ ಕಾಲೋನಿಯಲ್ಲಿ ಅಂತರರಾಷ್ಟ್ರೀಯ ಮಹಿಳಾ ದಿನಾಚರಣೆ bbox=[189, 1696, 785, 1732]
logo-text-right: ವಾಣಿ bbox=[789, 94, 840, 128]
person-figure bbox=[373, 1816, 391, 1947]
paragraph: ಸಬಲೀಕರಣದಿಂದ ಸಮಾಜದ ಸಮಗ್ರ ಅಭಿವೃದ್ಧಿ ಸಾಧ್ಯವೆಂದು ಅವರು ಹೇಳಿದರು. bbox=[227, 1102, 393, 1133]
paragraph: ಈ ಕಾರ್ಯಕ್ರಮದಲ್ಲಿ FPAI ಸಂಸ್ಥೆಯ BSC ಸದಸ್ಯರಾದ ಶ್ರೀಮತಿ ಪದ್ಮಾ ಪೋದ್ದಾರ, ಶ್ರೀಮತಿ ಮಾಧವಿ ಕಾರ್ಯದರ್ಶಿಗಳಾದ ಶ್ರೀಮತಿ ಅಂಬುಜಾ ಪಾಟೀಲ, ವೈದ್ಯರಾದ ಡಾ. ರಾಜಶೇಖರ್ ಲಕ್ಕಶೆಟ್ಟಿ, ಡಾ. ಸರಿತಾ ಭರ್ಮಬಿಡ, 30 ಜನ ಗರ್ಭಿಣಿ ಮಹಿಳೆಯರು, ಆಶಾ ಕಾರ್ಯಕರ್ತೆಯರು, ಈ ಸಂಸ್ಥೆಯ ಸಿಬ್ಬಂದಿ ವರ್ಗದವರು ಹಾಜರಿದ್ದರು. bbox=[774, 494, 921, 653]
paragraph: ಬೀದರ: ಮಾ.14:ಬೀದರ ವಿಶ್ವವಿದ್ಯಾಲಯದಲ್ಲಿ ಅಂತರಾಷ್ಟ್ರೀಯ ಮಹಿಳಾ ದಿನಾಚರಣೆಯನ್ನು ಶುಕ್ರವಾರ ವೈಭವದಿಂದ ಆಚರಿಸಲಾಯಿತು. ಕಾರ್ಯಕ್ರಮದ ಅಧ್ಯಕ್ಷತೆಯನ್ನು ವಿಶ್ವವಿದ್ಯಾಲಯದ ಕುಲಪತಿಗಳಾದ ಪ್ರೊ. ಬಿ.ಎಸ್. ಬಿರಾದಾರ ಅವರು ವಹಿಸಿದ್ದರು. bbox=[46, 902, 191, 1029]
masthead-bottom-rule bbox=[46, 133, 1493, 135]
person-figure bbox=[220, 1807, 238, 1947]
paragraph: ಮಧ್ಯೆ ಆದ ಒಳ ಒಪ್ಪಂದ, ಕಂಪನಿ ಖಾತೆಯಿಂದ ಶಾಸಕರ ಮಾಲೀಕತ್ವದ ಮುಂಬೈನ ಪ್ರಭು ಎಂಟರ್‌ಪ್ರೈಸೆಸ್ ಖಾತೆಗೆ ಹಣ ಜಮೆಯಾಗಿದೆ. ಶಾಸಕರು ಲೋಕಾಯುಕ್ತಕ್ಕೆ ನೀಡಿದ ಆಸ್ತಿ ವಿವರದಲ್ಲಿ ಇದನ್ನು ಒಪ್ಪಿಕೊಂಡಿದ್ದಾರೆ. bbox=[1137, 431, 1303, 525]
paragraph: ಸುಂದ್ರಮ್ಮ ಟ್ರೇಡಿಂಗ್ ಕಂಪನಿಯ ನಾಗೇಶ ಜೀರ್ಗೆ ವೈಯಕ್ತಿಕವಾಗಿ ಎಂಜನಿಯರ್ ಇದ್ದಾರೆ. ಸದ್ಯ ಬೆಂಗಳೂರಿನಲ್ಲಿ ನೆಲೆಸಿದ್ದಾರೆ. 2021 ರಲ್ಲಿ ಆರಂಭವಾದ ಕಂಪನಿ ಅತ್ಯಲ್ಪ ಅವಧಿಯಲ್ಲಿ ಕೋಟ್ಯಂತರ ರೂ. ವಹಿವಾಟು ನಡೆಸಿದೆ. bbox=[1137, 606, 1303, 701]
person-figure bbox=[296, 1473, 359, 1631]
jyoti-group-photo bbox=[46, 1747, 393, 1948]
person-figure bbox=[764, 1979, 806, 2115]
temperature-event-photo bbox=[958, 1321, 1488, 1518]
person-figure bbox=[545, 1946, 586, 2115]
person-figure bbox=[296, 1792, 314, 1947]
temperature-body bbox=[961, 1526, 1485, 1787]
headline-fpai: ಎಫ್‌ಪಿಎಐನಲ್ಲಿ ಅಂತರಾಷ್ಟ್ರೀಯ ಮಹಿಳಾ ದಿನಾಚರಣೆ bbox=[163, 139, 811, 185]
person-figure bbox=[531, 274, 603, 440]
person-figure bbox=[230, 975, 285, 1091]
person-figure bbox=[1163, 1902, 1241, 2064]
person-figure bbox=[1118, 1389, 1169, 1517]
paragraph: ಚಿಟಗುಪ್ಪ:ಮಾ.14:ತಾಲ್ಲೂಕಿನ ಮನ್ನಾಎಖೇಳಿ ಗ್ರಾಮದಲ್ಲಿ ಮಾಜಿ ತಾಲ್ಲೂಕು ಪಂಚಾಯತ ಅಧ್ಯಕ್ಷ ಮಹಮ್ಮದ್ ನೂರೋದ್ದಿನ್ ಅವರು ಶುಕ್ರವಾರ ಸಂಜೆ ಆಯೋಜಿಸದ ಇಫ್ತಾರ್ ಕೂಟದಲ್ಲಿ ಮಾಜಿ ಶಾಸಕ ಅಶೋಕ ಖೇಣಿ ಭಾಗಿಯಾಗಿ ಹಣ್ಣು ಹಂಪಲು ಸೇವನೆ ಮಾಡಿದರು. bbox=[961, 2092, 1125, 2203]
headline-deepak-line1: ಬ್ಲ್ಯಾಕ್‌ಮೇಲ್ ಮಾಡುವುದು ನನ್ನ bbox=[1049, 141, 1393, 181]
paragraph: ಸುಂದ್ರಮ್ಮ ಟ್ರೇಡಿಂಗ್ ಕಂಪನಿಯಿಂದ 2023 ರಲ್ಲಿ ಎರಡು ತಿಂಗಳ ಅವಧಿಯಲ್ಲೇ ರೂ. 80 ಲಕ್ಷ ಪ್ರಭು ಎಂಟರ್‌ಪ್ರೈಸೆಸ್ ಖಾತೆಗೆ ಜಮೆ ಮಾಡಲಾಗಿದೆ. bbox=[1313, 265, 1481, 328]
paragraph: ಬಿರಾದ್ ವಿಧಾನಸಭಾ ಕ್ಷೇತ್ರದ ಅಂಗನವಾಡಿಗಳಿಗೆ ಆಹಾರ ಧಾನ್ಯ ಪೂರೈಸುವ ಟೆಂಡರ್ ಸುಂದ್ರಮ್ಮ ಟ್ರೇಡಿಂಗ್ ಕಂಪನಿಗೆ ನೀಡಲಾಗಿದೆ ಎಂದು ತಿಳಿಸಿದ್ದಾರೆ. bbox=[1137, 783, 1303, 845]
headline-iftar: ಇಫ್ತಾರ್ ಕೂಟದಲ್ಲಿ ಮಾಜಿ ಶಾಸಕ ಅಶೋಕ ಖೇಣಿ ಭಾಗಿ bbox=[975, 1794, 1428, 1825]
paragraph: ಸಂಜೆ ವಾಣಿ ವಾರ್ತೆ bbox=[974, 2077, 1049, 2091]
contact-email[interactable]: contact@sanjevani.com bbox=[1342, 114, 1493, 129]
person-figure bbox=[523, 965, 579, 1091]
person-figure bbox=[607, 282, 679, 440]
person-figure bbox=[381, 260, 453, 440]
music-body-below-photo bbox=[227, 1640, 756, 1687]
paragraph: ಈ ಸಂದರ್ಭದಲ್ಲಿ ಮುಖ್ಯ ಅತಿಥಿಗಳಾಗಿ ಪರ್ತಕರ್ತ ಶರಣು ಹಣಮಶೆಟ್ಟಿ ಜಿಡಗಾ, ಬಸವರಾಜ್ bbox=[46, 1577, 191, 1624]
person-figure bbox=[1066, 1383, 1116, 1517]
paragraph: ನಾನು ಯಾವುದೇ ಅಕ್ರಮ ಎಸಗಿಲ್ಲ. ನಾನು ಏನಿದ್ದರೂ ಎಂಬುದು ಜಿಲ್ಲೆಯ ಜನರಿಗೆ ಗೊತ್ತಿದೆ. ನನ್ನ ವಿರುದ್ಧ ಆಧಾರರಹಿತ ಆರೋಪ ಮಾಡುವುದು ಸರಿಯಲ್ಲ. bbox=[1137, 526, 1303, 605]
person-figure bbox=[626, 1461, 689, 1631]
